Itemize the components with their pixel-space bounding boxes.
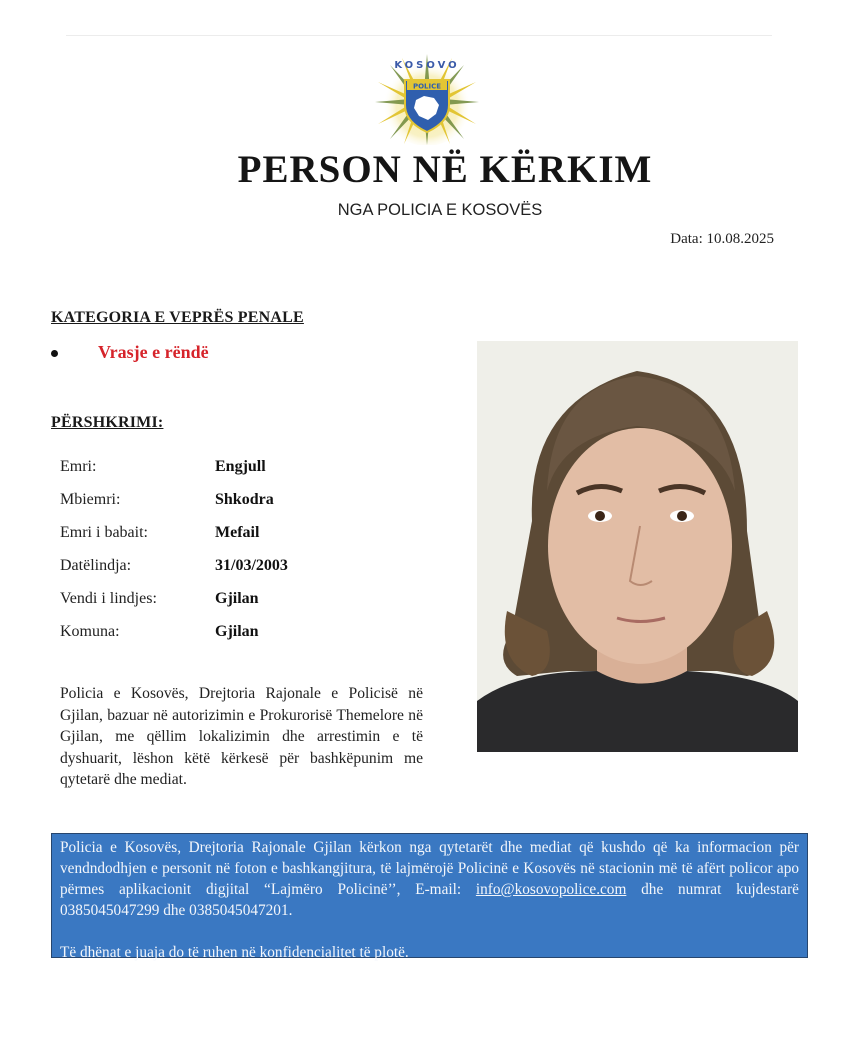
field-label: Mbiemri: bbox=[60, 490, 121, 508]
police-badge-icon bbox=[372, 50, 482, 145]
description-heading: PËRSHKRIMI: bbox=[51, 414, 164, 431]
crime-category-heading: KATEGORIA E VEPRËS PENALE bbox=[51, 309, 304, 326]
field-label: Komuna: bbox=[60, 622, 120, 640]
page-title: PERSON NË KËRKIM bbox=[237, 148, 653, 191]
svg-text:POLICE: POLICE bbox=[412, 82, 442, 91]
notice-phones: dhe numrat kujdestarë 0385045047299 dhe 0385045047201. bbox=[60, 881, 799, 919]
field-label: Emri: bbox=[60, 457, 97, 475]
info-request-box bbox=[51, 833, 808, 961]
notice-text: Policia e Kosovës, Drejtoria Rajonale Gjilan kërkon nga qytetarët dhe mediat që kushdo që ka informacion për vendndodhjen e personit në foton e bashkangjitura, të lajmërojë Policinë e Kosovës në stacionin më të afërt policor apo përmes aplikacionit digjital “Lajmëro Policinë’’, E-mail: bbox=[60, 839, 799, 898]
field-father-name bbox=[60, 516, 288, 549]
field-label: Datëlindja: bbox=[60, 556, 132, 574]
notice-paragraph bbox=[60, 837, 799, 921]
person-photo bbox=[477, 341, 798, 752]
bullet-icon bbox=[51, 350, 58, 357]
field-value: Mefail bbox=[215, 523, 260, 541]
field-label: Vendi i lindjes: bbox=[60, 589, 157, 607]
confidentiality-note: Të dhënat e juaja do të ruhen në konfidencialitet të plotë. bbox=[60, 944, 409, 961]
field-value: Gjilan bbox=[215, 622, 259, 640]
crime-type: Vrasje e rëndë bbox=[98, 342, 209, 362]
portrait-image bbox=[477, 341, 798, 752]
top-divider bbox=[66, 35, 772, 36]
crime-list-item bbox=[51, 342, 209, 363]
svg-text:KOSOVO: KOSOVO bbox=[394, 60, 460, 71]
field-value: 31/03/2003 bbox=[215, 556, 288, 574]
page-subtitle: NGA POLICIA E KOSOVËS bbox=[337, 201, 543, 219]
field-label: Emri i babait: bbox=[60, 523, 148, 541]
field-last-name bbox=[60, 483, 288, 516]
field-birth-place bbox=[60, 582, 288, 615]
issue-date: Data: 10.08.2025 bbox=[670, 231, 774, 247]
field-value: Engjull bbox=[215, 457, 266, 475]
field-value: Gjilan bbox=[215, 589, 259, 607]
person-details bbox=[60, 450, 288, 648]
email-link[interactable]: info@kosovopolice.com bbox=[475, 881, 627, 898]
field-municipality bbox=[60, 615, 288, 648]
field-value: Shkodra bbox=[215, 490, 274, 508]
field-birth-date bbox=[60, 549, 288, 582]
intro-paragraph: Policia e Kosovës, Drejtoria Rajonale e Policisë në Gjilan, bazuar në autorizimin e Prokurorisë Themelore në Gjilan, me qëllim lokalizimin dhe arrestimin e të dyshuarit, lëshon këtë kërkesë për bashkëpunim me qytetarë dhe mediat. bbox=[60, 685, 423, 788]
kosovo-police-logo bbox=[372, 50, 482, 145]
field-first-name bbox=[60, 450, 288, 483]
